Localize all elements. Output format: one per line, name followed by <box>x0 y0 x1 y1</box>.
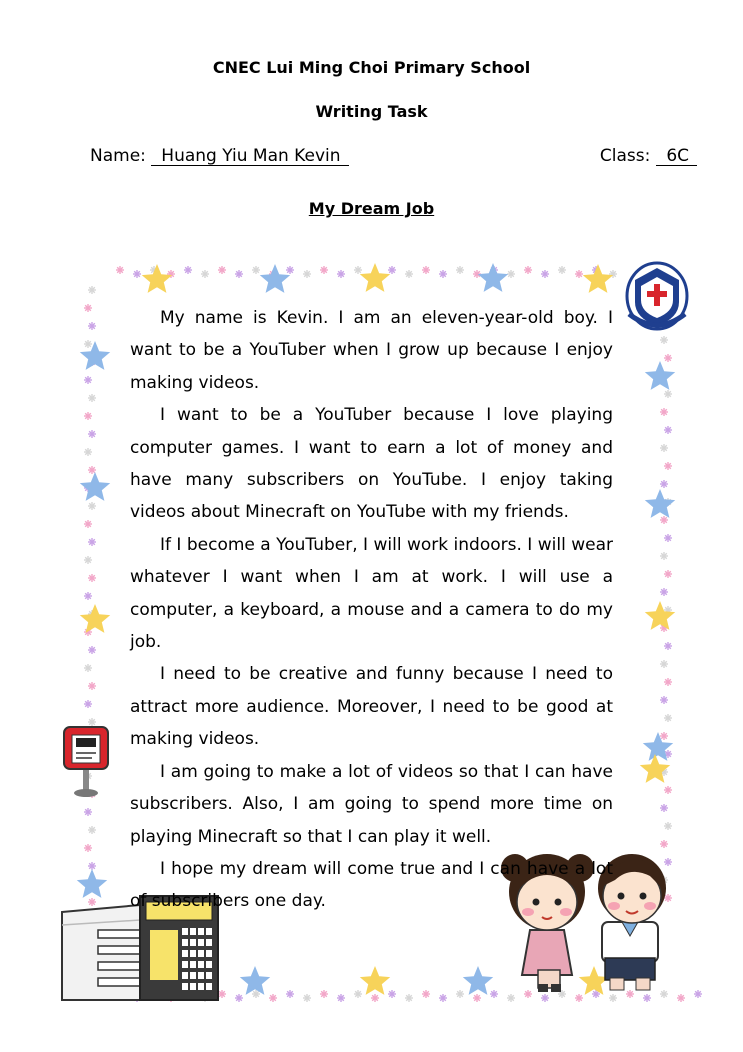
sparkle-icon <box>541 270 549 278</box>
sparkle-icon <box>320 266 328 274</box>
sparkle-icon <box>84 376 92 384</box>
essay-paragraph-6: I hope my dream will come true and I can have a lot of subscribers one day. <box>130 858 613 912</box>
sparkle-icon <box>660 660 668 668</box>
sparkle-icon <box>84 592 92 600</box>
sparkle-icon <box>473 994 481 1002</box>
essay-paragraph-5: I am going to make a lot of videos so that I can have subscribers. Also, I am going to spend more time on playing Minecraft so that I can play it well. <box>130 761 613 847</box>
sparkle-icon <box>660 732 668 740</box>
sparkle-icon <box>664 714 672 722</box>
sparkle-icon <box>337 994 345 1002</box>
sparkle-icon <box>320 990 328 998</box>
sparkle-icon <box>664 786 672 794</box>
sparkle-icon <box>575 994 583 1002</box>
essay-title: My Dream Job <box>308 199 435 218</box>
sparkle-icon <box>88 646 96 654</box>
sparkle-icon <box>660 480 668 488</box>
sparkle-icon <box>422 266 430 274</box>
essay-paragraph-1: My name is Kevin. I am an eleven-year-old boy. I want to be a YouTuber when I grow up because I enjoy making videos. <box>130 308 613 393</box>
sparkle-icon <box>660 552 668 560</box>
sparkle-icon <box>660 840 668 848</box>
star-icon <box>645 361 675 390</box>
essay-paragraph-4: I need to be creative and funny because I need to attract more audience. Moreover, I need to be good at making videos. <box>130 664 613 750</box>
essay-paragraph-3: If I become a YouTuber, I will work indoors. I will wear whatever I want when I am at work. I will use a computer, a keyboard, a mouse and a camera to do my job. <box>130 534 613 653</box>
sparkle-icon <box>88 430 96 438</box>
sparkle-icon <box>388 266 396 274</box>
sparkle-icon <box>507 270 515 278</box>
sparkle-icon <box>558 266 566 274</box>
sparkle-icon <box>84 448 92 456</box>
star-icon <box>645 601 675 630</box>
sparkle-icon <box>218 990 226 998</box>
sparkle-icon <box>660 516 668 524</box>
sparkle-icon <box>541 994 549 1002</box>
sparkle-icon <box>439 994 447 1002</box>
sparkle-icon <box>524 990 532 998</box>
sparkle-icon <box>218 266 226 274</box>
sparkle-icon <box>575 270 583 278</box>
sparkle-icon <box>439 270 447 278</box>
sparkle-icon <box>84 556 92 564</box>
star-icon <box>142 264 172 293</box>
star-icon <box>80 604 110 633</box>
star-icon <box>80 341 110 370</box>
sparkle-icon <box>609 994 617 1002</box>
essay-body <box>130 302 613 918</box>
star-icon <box>260 264 290 293</box>
sparkle-icon <box>269 994 277 1002</box>
sparkle-icon <box>405 994 413 1002</box>
sparkle-icon <box>664 534 672 542</box>
sparkle-icon <box>235 994 243 1002</box>
sparkle-icon <box>235 270 243 278</box>
sparkle-icon <box>116 266 124 274</box>
sparkle-icon <box>664 858 672 866</box>
sparkle-icon <box>84 304 92 312</box>
star-icon <box>645 489 675 518</box>
sparkle-icon <box>660 336 668 344</box>
sparkle-icon <box>303 994 311 1002</box>
sparkle-icon <box>84 520 92 528</box>
sparkle-icon <box>660 444 668 452</box>
sparkle-icon <box>664 642 672 650</box>
sparkle-icon <box>88 394 96 402</box>
sparkle-icon <box>664 390 672 398</box>
sparkle-icon <box>524 266 532 274</box>
sparkle-icon <box>694 990 702 998</box>
sparkle-icon <box>84 844 92 852</box>
sparkle-icon <box>84 808 92 816</box>
star-icon <box>240 966 270 995</box>
sparkle-icon <box>286 990 294 998</box>
sparkle-icon <box>354 266 362 274</box>
star-icon <box>80 472 110 501</box>
star-icon <box>360 263 390 292</box>
bus-stop-sign-icon <box>64 727 108 797</box>
sparkle-icon <box>664 354 672 362</box>
star-icon <box>463 966 493 995</box>
sparkle-icon <box>88 862 96 870</box>
name-value: Huang Yiu Man Kevin <box>151 147 348 166</box>
sparkle-icon <box>133 270 141 278</box>
star-icon <box>478 263 508 292</box>
sparkle-icon <box>88 286 96 294</box>
sparkle-icon <box>88 826 96 834</box>
sparkle-icon <box>88 898 96 906</box>
sparkle-icon <box>643 994 651 1002</box>
sparkle-icon <box>660 408 668 416</box>
sparkle-icon <box>660 804 668 812</box>
sparkle-icon <box>354 990 362 998</box>
star-icon <box>77 869 107 898</box>
sparkle-icon <box>286 266 294 274</box>
sparkle-icon <box>490 990 498 998</box>
sparkle-icon <box>664 678 672 686</box>
sparkle-icon <box>337 270 345 278</box>
sparkle-icon <box>456 266 464 274</box>
sparkle-icon <box>626 990 634 998</box>
sparkle-icon <box>664 462 672 470</box>
sparkle-icon <box>422 990 430 998</box>
sparkle-icon <box>371 994 379 1002</box>
sparkle-icon <box>252 266 260 274</box>
sparkle-icon <box>201 270 209 278</box>
sparkle-icon <box>456 990 464 998</box>
sparkle-icon <box>88 322 96 330</box>
name-label: Name: <box>90 146 146 166</box>
sparkle-icon <box>84 340 92 348</box>
sparkle-icon <box>405 270 413 278</box>
sparkle-icon <box>88 682 96 690</box>
sparkle-icon <box>88 538 96 546</box>
sparkle-icon <box>84 664 92 672</box>
sparkle-icon <box>664 570 672 578</box>
star-icon <box>360 966 390 995</box>
sparkle-icon <box>388 990 396 998</box>
sparkle-icon <box>303 270 311 278</box>
task-title: Writing Task <box>315 102 428 121</box>
sparkle-icon <box>660 990 668 998</box>
sparkle-icon <box>507 994 515 1002</box>
sparkle-icon <box>660 696 668 704</box>
sparkle-icon <box>88 574 96 582</box>
sparkle-icon <box>84 412 92 420</box>
essay-paragraph-2: I want to be a YouTuber because I love playing computer games. I want to earn a lot of money and have many subscribers on YouTube. I enjoy taking videos about Minecraft on YouTube with my friends. <box>130 405 613 523</box>
sparkle-icon <box>84 700 92 708</box>
sparkle-icon <box>184 266 192 274</box>
class-value: 6C <box>656 147 697 166</box>
sparkle-icon <box>88 502 96 510</box>
star-icon <box>583 264 613 293</box>
sparkle-icon <box>88 718 96 726</box>
sparkle-icon <box>664 822 672 830</box>
class-label: Class: <box>599 146 651 166</box>
sparkle-icon <box>660 588 668 596</box>
school-badge-icon <box>627 263 687 329</box>
sparkle-icon <box>677 994 685 1002</box>
sparkle-icon <box>664 426 672 434</box>
school-name: CNEC Lui Ming Choi Primary School <box>212 58 531 77</box>
